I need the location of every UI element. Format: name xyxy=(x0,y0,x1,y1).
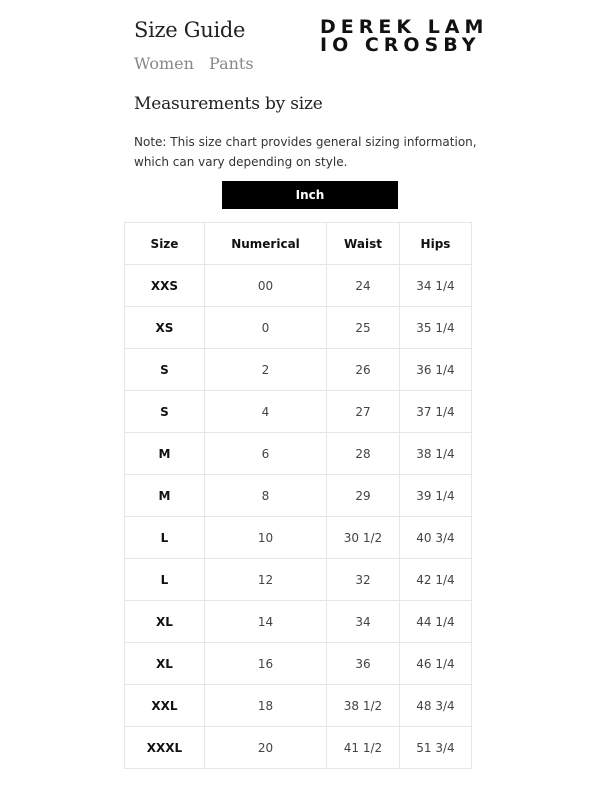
cell-hips: 38 1/4 xyxy=(400,433,472,475)
cell-numerical: 16 xyxy=(205,643,327,685)
cell-hips: 46 1/4 xyxy=(400,643,472,685)
cell-size: L xyxy=(125,559,205,601)
cell-waist: 36 xyxy=(327,643,400,685)
section-heading: Measurements by size xyxy=(134,94,323,114)
cell-hips: 40 3/4 xyxy=(400,517,472,559)
table-row xyxy=(125,349,472,391)
cell-numerical: 0 xyxy=(205,307,327,349)
cell-hips: 37 1/4 xyxy=(400,391,472,433)
cell-size: XXL xyxy=(125,685,205,727)
cell-size: S xyxy=(125,391,205,433)
cell-waist: 26 xyxy=(327,349,400,391)
cell-size: XL xyxy=(125,601,205,643)
table-row xyxy=(125,643,472,685)
cell-size: XS xyxy=(125,307,205,349)
unit-inch-button[interactable]: Inch xyxy=(222,181,398,209)
cell-numerical: 12 xyxy=(205,559,327,601)
cell-size: M xyxy=(125,433,205,475)
column-header-size: Size xyxy=(125,223,205,265)
sizing-note: Note: This size chart provides general sizing information, which can vary depending on style. xyxy=(134,135,477,169)
cell-numerical: 8 xyxy=(205,475,327,517)
table-row xyxy=(125,307,472,349)
cell-numerical: 4 xyxy=(205,391,327,433)
table-header-row xyxy=(125,223,472,265)
page-title: Size Guide xyxy=(134,18,246,42)
cell-hips: 34 1/4 xyxy=(400,265,472,307)
cell-waist: 41 1/2 xyxy=(327,727,400,769)
brand-logo xyxy=(320,18,488,54)
cell-waist: 38 1/2 xyxy=(327,685,400,727)
cell-hips: 39 1/4 xyxy=(400,475,472,517)
cell-hips: 51 3/4 xyxy=(400,727,472,769)
cell-waist: 27 xyxy=(327,391,400,433)
cell-hips: 35 1/4 xyxy=(400,307,472,349)
cell-size: XXS xyxy=(125,265,205,307)
cell-numerical: 2 xyxy=(205,349,327,391)
cell-hips: 42 1/4 xyxy=(400,559,472,601)
cell-numerical: 00 xyxy=(205,265,327,307)
cell-waist: 30 1/2 xyxy=(327,517,400,559)
cell-numerical: 14 xyxy=(205,601,327,643)
cell-waist: 24 xyxy=(327,265,400,307)
cell-numerical: 10 xyxy=(205,517,327,559)
table-row xyxy=(125,517,472,559)
cell-waist: 29 xyxy=(327,475,400,517)
breadcrumb-item-women[interactable]: Women xyxy=(134,54,194,73)
cell-size: XL xyxy=(125,643,205,685)
column-header-waist: Waist xyxy=(327,223,400,265)
logo-line-2: IO CROSBY xyxy=(320,34,481,56)
cell-size: XXXL xyxy=(125,727,205,769)
column-header-hips: Hips xyxy=(400,223,472,265)
table-body xyxy=(125,265,472,769)
table-row xyxy=(125,433,472,475)
logo-line-1: DEREK LAM xyxy=(320,16,489,38)
column-header-numerical: Numerical xyxy=(205,223,327,265)
cell-size: M xyxy=(125,475,205,517)
cell-numerical: 6 xyxy=(205,433,327,475)
cell-numerical: 20 xyxy=(205,727,327,769)
table-row xyxy=(125,601,472,643)
table-row xyxy=(125,265,472,307)
table-row xyxy=(125,727,472,769)
cell-waist: 34 xyxy=(327,601,400,643)
cell-hips: 44 1/4 xyxy=(400,601,472,643)
cell-waist: 32 xyxy=(327,559,400,601)
table-row xyxy=(125,391,472,433)
cell-size: L xyxy=(125,517,205,559)
table-row xyxy=(125,475,472,517)
table-row xyxy=(125,685,472,727)
cell-hips: 48 3/4 xyxy=(400,685,472,727)
breadcrumb xyxy=(134,54,254,73)
cell-waist: 25 xyxy=(327,307,400,349)
cell-waist: 28 xyxy=(327,433,400,475)
table-row xyxy=(125,559,472,601)
size-table xyxy=(124,222,472,769)
cell-numerical: 18 xyxy=(205,685,327,727)
cell-size: S xyxy=(125,349,205,391)
breadcrumb-item-pants[interactable]: Pants xyxy=(209,54,254,73)
cell-hips: 36 1/4 xyxy=(400,349,472,391)
